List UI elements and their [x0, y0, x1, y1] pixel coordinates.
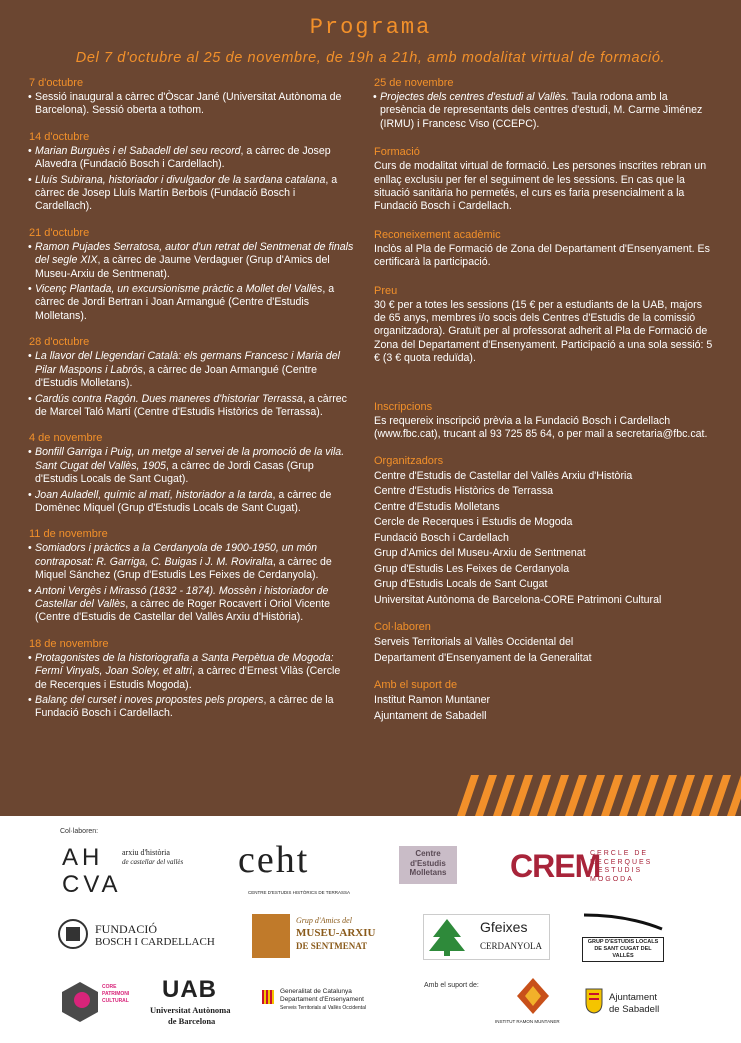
- section-text: 30 € per a totes les sessions (15 € per a estudiants de la UAB, majors de 65 anys, membres i/o socis dels Centres d'Estudis de la comissió organitzadora). Gratuït per al professorat adherit al Pla de Formació de Zona del Departament d'Ensenyament. Participació a una sola sessió: 5 € (3 € quota reduïda).: [374, 298, 713, 365]
- session-item: • Marian Burguès i el Sabadell del seu record, a càrrec de Josep Alavedra (Fundació Bosch i Cardellach).: [29, 145, 354, 172]
- session-item: • Lluís Subirana, historiador i divulgador de la sardana catalana, a càrrec de Josep Lluís Martín Berbois (Fundació Bosch i Cardellach).: [29, 174, 354, 214]
- session-item: • Vicenç Plantada, un excursionisme pràctic a Mollet del Vallès, a càrrec de Jordi Bertran i Joan Armangué (Centre d'Estudis Molletans).: [29, 283, 354, 323]
- crem-logo: CREM CERCLE DE RECERQUES I ESTUDIS MOGODA: [510, 848, 653, 884]
- section-heading: Inscripcions: [374, 400, 433, 413]
- feixes-logo: Gfeixes CERDANYOLA: [423, 914, 550, 960]
- ceht-logo: ceht CENTRE D'ESTUDIS HISTÒRICS DE TERRASSA: [238, 839, 351, 895]
- session-11-nov: [29, 527, 354, 624]
- gencat-flag-icon: [262, 990, 274, 1004]
- session-28-oct: [29, 335, 354, 419]
- supporter-item: Institut Ramon Muntaner: [374, 694, 490, 706]
- inscripcions-section: [374, 400, 714, 442]
- reconeixement-section: [374, 228, 714, 270]
- colaboren-section: [374, 620, 714, 666]
- section-heading: Reconeixement acadèmic: [374, 228, 501, 241]
- supporter-item: Ajuntament de Sabadell: [374, 709, 487, 722]
- tree-icon: [427, 917, 467, 957]
- session-item: • Somiadors i pràctics a la Cerdanyola de 1900-1950, un món contraposat: R. Garriga, C. Buigas i J. M. Roviralta, a càrrec de Miquel Sánchez (Grup d'Estudis Les Feixes de Cerdanyola).: [29, 542, 354, 582]
- uab-logo: UAB Universitat Autònoma de Barcelona: [150, 976, 231, 1026]
- session-date: 28 d'octubre: [29, 336, 90, 349]
- session-18-nov: [29, 637, 354, 721]
- irmu-logo: INSTITUT RAMON MUNTANER: [495, 976, 573, 1032]
- session-25-nov: [374, 76, 714, 131]
- left-column: [29, 76, 354, 733]
- formacio-section: [374, 145, 714, 214]
- session-date: 21 d'octubre: [29, 226, 90, 239]
- session-14-oct: [29, 130, 354, 214]
- ahcva-logo: AH CVA arxiu d'història de castellar del vallès: [62, 844, 184, 898]
- page-subtitle: Del 7 d'octubre al 25 de novembre, de 19h a 21h, amb modalitat virtual de formació.: [75, 50, 666, 66]
- section-heading: Preu: [374, 284, 398, 297]
- preu-section: [374, 284, 714, 366]
- organizer-item: Centre d'Estudis Històrics de Terrassa: [374, 485, 554, 497]
- section-text: Es requereix inscripció prèvia a la Fundació Bosch i Cardellach (www.fbc.cat), trucant al 93 725 85 64, o per mail a secretaria@fbc.cat.: [374, 414, 708, 441]
- section-heading: Col·laboren: [374, 621, 431, 633]
- museu-logo: Grup d'Amics del MUSEU-ARXIU DE SENTMENAT: [252, 914, 392, 958]
- core-logo: CORE PATRIMONI CULTURAL: [62, 978, 134, 1028]
- organizer-item: Centre d'Estudis Molletans: [374, 500, 500, 513]
- section-text: Inclòs al Pla de Formació de Zona del Departament d'Ensenyament. Es certificarà la participació.: [374, 242, 710, 269]
- session-item: • Antoni Vergès i Mirassó (1832 - 1874). Mossèn i historiador de Castellar del Vallès, a càrrec de Roger Rocavert i Oriol Vicente (Centre d'Estudis de Castellar del Vallès Arxiu d'Història).: [29, 585, 354, 625]
- section-heading: Formació: [374, 146, 420, 159]
- session-7-oct: [29, 76, 354, 118]
- session-item: • Protagonistes de la historiografia a Santa Perpètua de Mogoda: Fermí Vinyals, Joan Soley, et altri, a càrrec d'Ernest Vilàs (Cercle de Recerques i Estudis Mogoda).: [29, 652, 354, 692]
- session-item: • Ramon Pujades Serratosa, autor d'un retrat del Sentmenat de finals del segle XIX, a càrrec de Jaume Verdaguer (Grup d'Amics del Museu-Arxiu de Sentmenat).: [29, 241, 354, 281]
- session-item: • Projectes dels centres d'estudi al Vallès. Taula rodona amb la presència de representants dels centres d'estudi, M. Carme Jiménez (IRMU) i Francesc Viso (CCEPC).: [374, 91, 714, 131]
- organizer-item: Grup d'Estudis Locals de Sant Cugat: [374, 578, 548, 590]
- section-heading: Organitzadors: [374, 454, 444, 467]
- collaborator-item: Departament d'Ensenyament de la Generalitat: [374, 651, 592, 664]
- right-column: [374, 76, 714, 736]
- section-text: Curs de modalitat virtual de formació. Les persones inscrites rebran un enllaç exclusiu per fer el seguiment de les sessions. En cas que la situació sanitària ho permetés, el curs es faria presencialment a la Fundació Bosch i Cardellach.: [374, 160, 707, 213]
- section-heading: Amb el suport de: [374, 679, 458, 691]
- session-date: 4 de novembre: [29, 432, 103, 445]
- organizer-item: Grup d'Estudis Les Feixes de Cerdanyola: [374, 562, 570, 575]
- session-item: • Balanç del curset i noves propostes pels propers, a càrrec de la Fundació Bosch i Cardellach.: [29, 694, 354, 721]
- fundacio-logo: FUNDACIÓ BOSCH I CARDELLACH: [58, 916, 228, 956]
- logos-footer: [0, 816, 741, 1043]
- page-title: Programa: [309, 15, 432, 40]
- molletans-logo: Centre d'Estudis Molletans: [399, 846, 457, 884]
- santcugat-arc-icon: [582, 911, 664, 931]
- sabadell-shield-icon: [585, 988, 603, 1014]
- session-item: • Cardús contra Ragón. Dues maneres d'historiar Terrassa, a càrrec de Marcel Taló Martí (Centre d'Estudis Històrics de Terrassa).: [29, 393, 354, 420]
- santcugat-logo: GRUP D'ESTUDIS LOCALS DE SANT CUGAT DEL VALLÈS: [582, 911, 664, 957]
- session-date: 14 d'octubre: [29, 130, 90, 143]
- session-item: • Sessió inaugural a càrrec d'Òscar Jané (Universitat Autònoma de Barcelona). Sessió oberta a tothom.: [29, 91, 354, 118]
- sabadell-logo: Ajuntament de Sabadell: [585, 986, 670, 1020]
- session-date: 25 de novembre: [374, 77, 454, 89]
- decorative-stripes: [451, 775, 741, 816]
- session-4-nov: [29, 431, 354, 515]
- session-item: • La llavor del Llegendari Català: els germans Francesc i Maria del Pilar Maspons i Labrós, a càrrec de Joan Armangué (Centre d'Estudis Molletans).: [29, 350, 354, 390]
- session-item: • Joan Auladell, químic al matí, historiador a la tarda, a càrrec de Domènec Miquel (Grup d'Estudis Locals de Sant Cugat).: [29, 489, 354, 516]
- session-date: 7 d'octubre: [29, 77, 84, 89]
- museu-emblem-icon: [252, 914, 290, 958]
- organizer-item: Centre d'Estudis de Castellar del Vallès Arxiu d'Història: [374, 469, 633, 482]
- session-date: 11 de novembre: [29, 528, 108, 541]
- fundacio-emblem-icon: [58, 916, 88, 952]
- gencat-logo: Generalitat de Catalunya Departament d'Ensenyament Serveis Territorials al Vallès Occidental: [262, 988, 397, 1020]
- organitzadors-section: [374, 454, 714, 609]
- irmu-emblem-icon: [513, 976, 553, 1016]
- session-date: 18 de novembre: [29, 637, 109, 650]
- collaborator-item: Serveis Territorials al Vallès Occidental del: [374, 636, 574, 648]
- colaboren-label: Col·laboren:: [60, 828, 99, 835]
- core-hexagon-icon: [62, 982, 98, 1022]
- organizer-item: Grup d'Amics del Museu-Arxiu de Sentmenat: [374, 547, 586, 559]
- session-item: • Bonfill Garriga i Puig, un metge al servei de la promoció de la vila. Sant Cugat del Vallès, 1905, a càrrec de Jordi Casas (Grup d'Estudis Locals de Sant Cugat).: [29, 446, 354, 486]
- suport-label: Amb el suport de:: [424, 982, 479, 989]
- organizer-item: Universitat Autònoma de Barcelona-CORE Patrimoni Cultural: [374, 593, 662, 606]
- suport-section: [374, 678, 714, 724]
- organizer-item: Fundació Bosch i Cardellach: [374, 531, 509, 544]
- session-21-oct: [29, 226, 354, 323]
- organizer-item: Cercle de Recerques i Estudis de Mogoda: [374, 516, 573, 528]
